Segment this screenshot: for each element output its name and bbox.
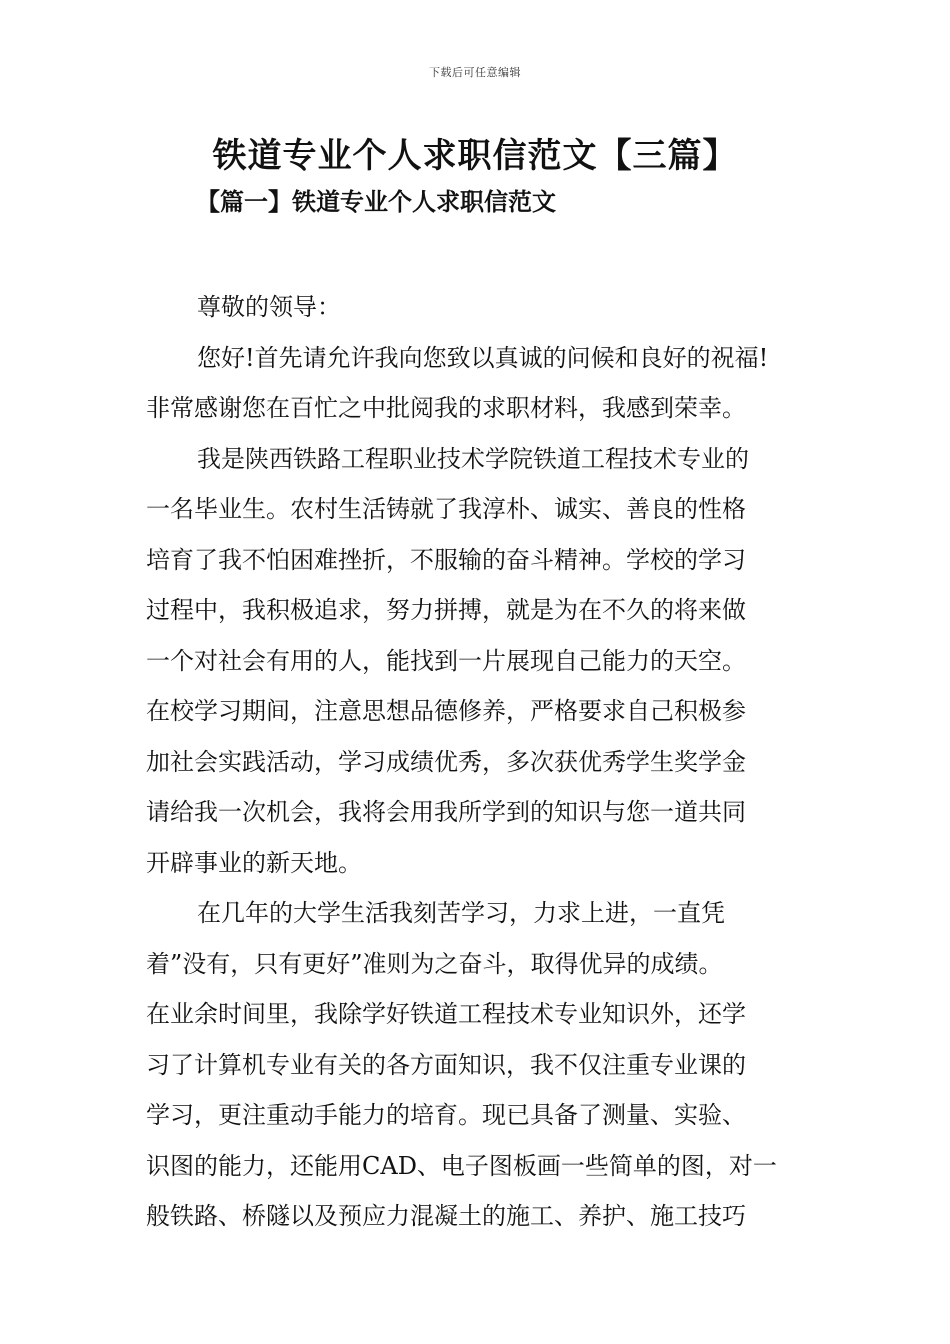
text-line: 习了计算机专业有关的各方面知识，我不仅注重专业课的 (146, 1050, 746, 1079)
text-line: 过程中，我积极追求，努力拼搏，就是为在不久的将来做 (146, 596, 746, 624)
text-line: 请给我一次机会，我将会用我所学到的知识与您一道共同 (146, 798, 746, 826)
text-line: 您好!首先请允许我向您致以真诚的问候和良好的祝福! (197, 343, 769, 372)
text-line: 在校学习期间，注意思想品德修养，严格要求自己积极参 (146, 697, 746, 725)
letter-body (146, 282, 808, 1242)
page-header-note: 下载后可任意编辑 (429, 66, 521, 79)
text-line: 尊敬的领导： (197, 293, 341, 321)
salutation-paragraph (146, 282, 808, 333)
text-line: 在几年的大学生活我刻苦学习，力求上进，一直凭 (197, 899, 725, 927)
study-paragraph (146, 888, 808, 1242)
text-line: 识图的能力，还能用CAD、电子图板画一些简单的图，对一 (146, 1151, 777, 1180)
text-line: 一名毕业生。农村生活铸就了我淳朴、诚实、善良的性格 (146, 495, 746, 523)
text-line: 般铁路、桥隧以及预应力混凝土的施工、养护、施工技巧 (146, 1202, 746, 1230)
text-line: 非常感谢您在百忙之中批阅我的求职材料，我感到荣幸。 (146, 394, 746, 422)
section-heading: 【篇一】铁道专业个人求职信范文 (196, 187, 556, 216)
text-line: 加社会实践活动，学习成绩优秀，多次获优秀学生奖学金 (146, 747, 746, 776)
text-line: 着”没有，只有更好”准则为之奋斗，取得优异的成绩。 (146, 949, 723, 978)
greeting-paragraph (146, 333, 808, 434)
text-line: 学习，更注重动手能力的培育。现已具备了测量、实验、 (146, 1101, 746, 1129)
text-line: 我是陕西铁路工程职业技术学院铁道工程技术专业的 (197, 444, 749, 473)
text-line: 培育了我不怕困难挫折，不服输的奋斗精神。学校的学习 (146, 545, 746, 574)
document-title: 铁道专业个人求职信范文【三篇】 (212, 136, 738, 176)
background-paragraph (146, 434, 808, 889)
text-line: 在业余时间里，我除学好铁道工程技术专业知识外，还学 (146, 1000, 746, 1028)
text-line: 开辟事业的新天地。 (146, 848, 362, 877)
text-line: 一个对社会有用的人，能找到一片展现自己能力的天空。 (146, 646, 746, 675)
